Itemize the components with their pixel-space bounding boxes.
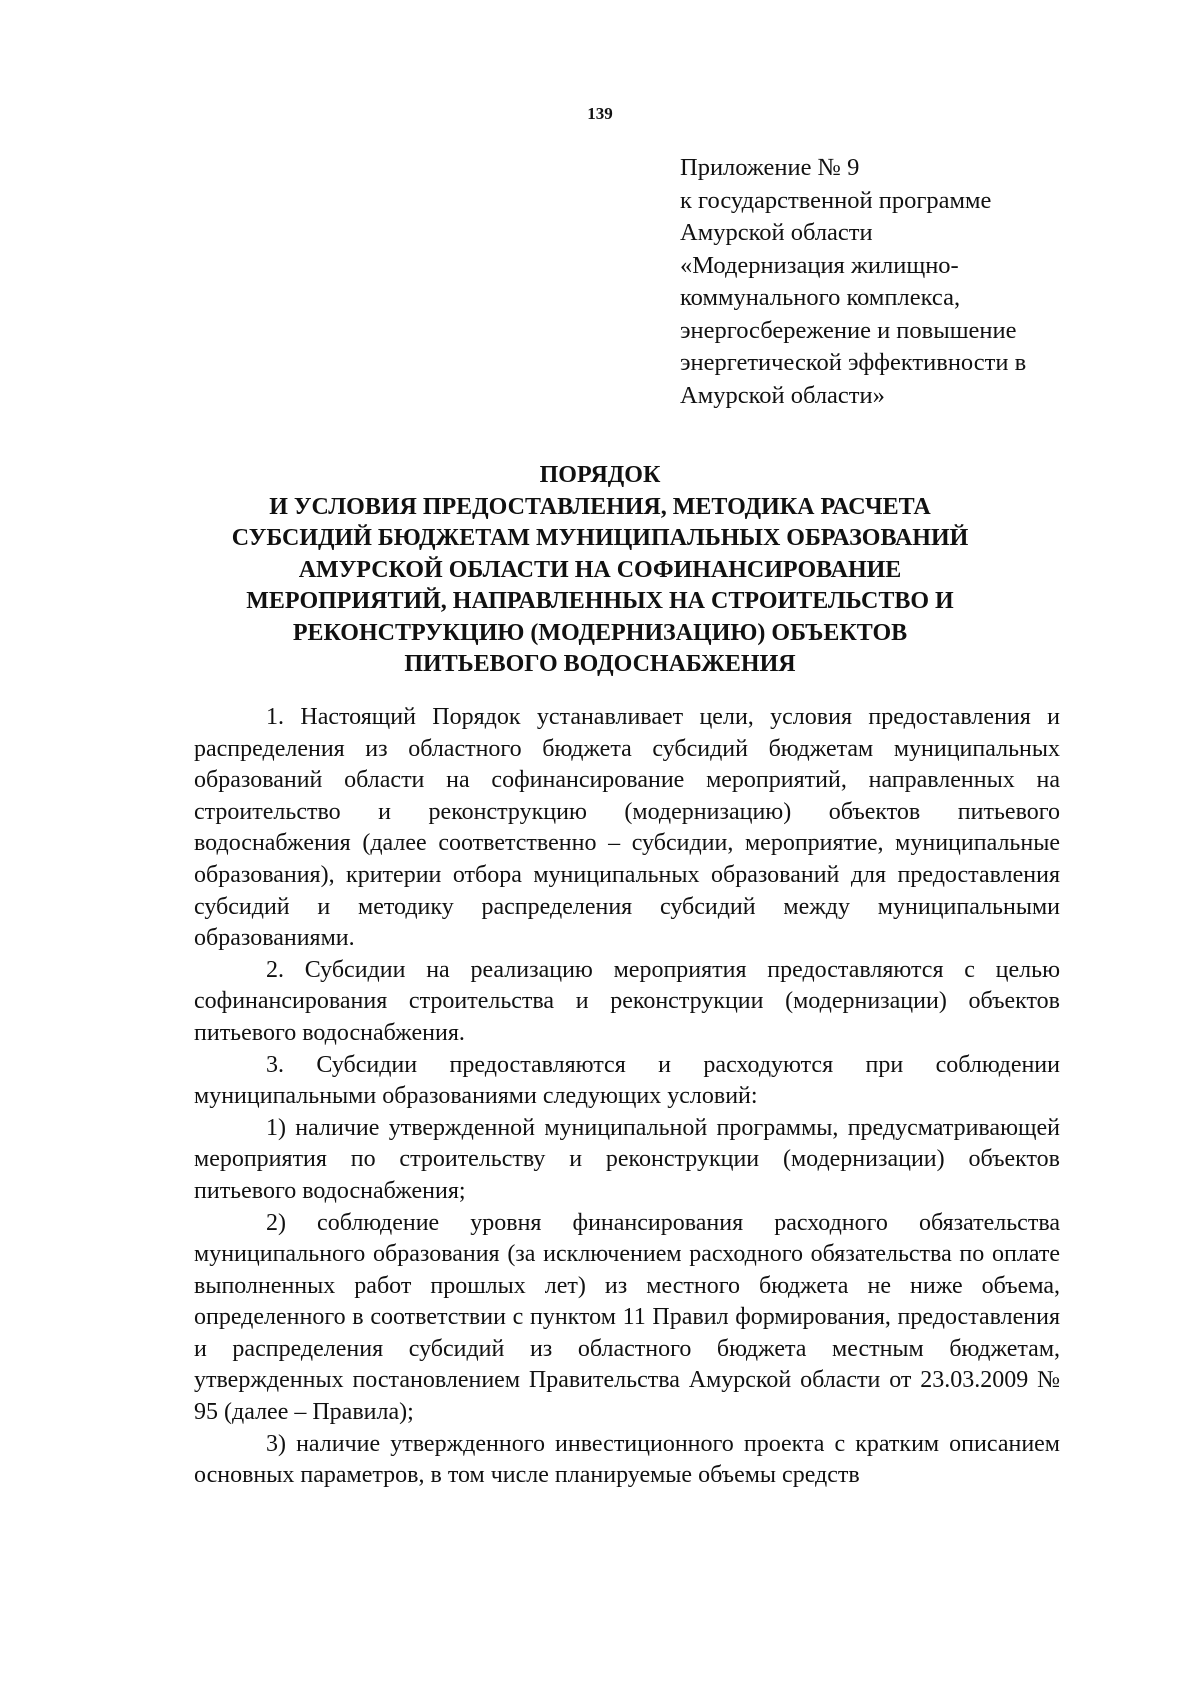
paragraph-1: 1. Настоящий Порядок устанавливает цели, условия предоставления и распределения из областного бюджета субсидий бюджетам муниципальных образований области на софинансирование мероприятий, направленных на строительство и реконструкцию (модернизацию) объектов питьевого водоснабжения (далее соответственно – субсидии, мероприятие, муниципальные образования), критерии отбора муниципальных образований для предоставления субсидий и методику распределения субсидий между муниципальными образованиями. — [194, 704, 1060, 952]
title-line: И УСЛОВИЯ ПРЕДОСТАВЛЕНИЯ, МЕТОДИКА РАСЧЕТА — [269, 493, 931, 520]
annex-line: энергетической эффективности в — [680, 349, 1027, 376]
annex-line: к государственной программе — [680, 186, 992, 214]
annex-line: Приложение № 9 — [680, 154, 860, 181]
condition-2: 2) соблюдение уровня финансирования расходного обязательства муниципального образования (за исключением расходного обязательства по оплате выполненных работ прошлых лет) из местного бюджета не ниже объема, определенного в соответствии с пунктом 11 Правил формирования, предоставления и распределения субсидий из областного бюджета местным бюджетам, утвержденных постановлением Правительства Амурской области от 23.03.2009 № 95 (далее – Правила); — [194, 1209, 1060, 1426]
annex-line: коммунального комплекса, — [680, 284, 961, 311]
annex-line: «Модернизация жилищно- — [680, 251, 959, 279]
title-line: ПОРЯДОК — [539, 462, 661, 488]
annex-line: Амурской области — [680, 219, 873, 246]
title-line: РЕКОНСТРУКЦИЮ (МОДЕРНИЗАЦИЮ) ОБЪЕКТОВ — [292, 619, 908, 646]
page-number: 139 — [587, 104, 613, 123]
paragraph-3: 3. Субсидии предоставляются и расходуются при соблюдении муниципальными образованиями следующих условий: — [194, 1051, 1060, 1110]
condition-1: 1) наличие утвержденной муниципальной программы, предусматривающей мероприятия по строительству и реконструкции (модернизации) объектов питьевого водоснабжения; — [194, 1114, 1060, 1204]
title-line: СУБСИДИЙ БЮДЖЕТАМ МУНИЦИПАЛЬНЫХ ОБРАЗОВАНИЙ — [231, 525, 969, 551]
annex-header — [680, 152, 1120, 412]
paragraph-2: 2. Субсидии на реализацию мероприятия предоставляются с целью софинансирования строительства и реконструкции (модернизации) объектов питьевого водоснабжения. — [194, 956, 1060, 1046]
annex-line: энергосбережение и повышение — [680, 316, 1017, 344]
condition-3: 3) наличие утвержденного инвестиционного проекта с кратким описанием основных параметров, в том числе планируемые объемы средств — [194, 1430, 1060, 1489]
title-line: АМУРСКОЙ ОБЛАСТИ НА СОФИНАНСИРОВАНИЕ — [298, 556, 902, 583]
document-title — [150, 460, 1050, 681]
title-line: МЕРОПРИЯТИЙ, НАПРАВЛЕННЫХ НА СТРОИТЕЛЬСТВО И — [246, 588, 954, 614]
document-body — [194, 702, 1060, 1492]
title-line: ПИТЬЕВОГО ВОДОСНАБЖЕНИЯ — [404, 651, 796, 677]
annex-line: Амурской области» — [680, 381, 885, 409]
